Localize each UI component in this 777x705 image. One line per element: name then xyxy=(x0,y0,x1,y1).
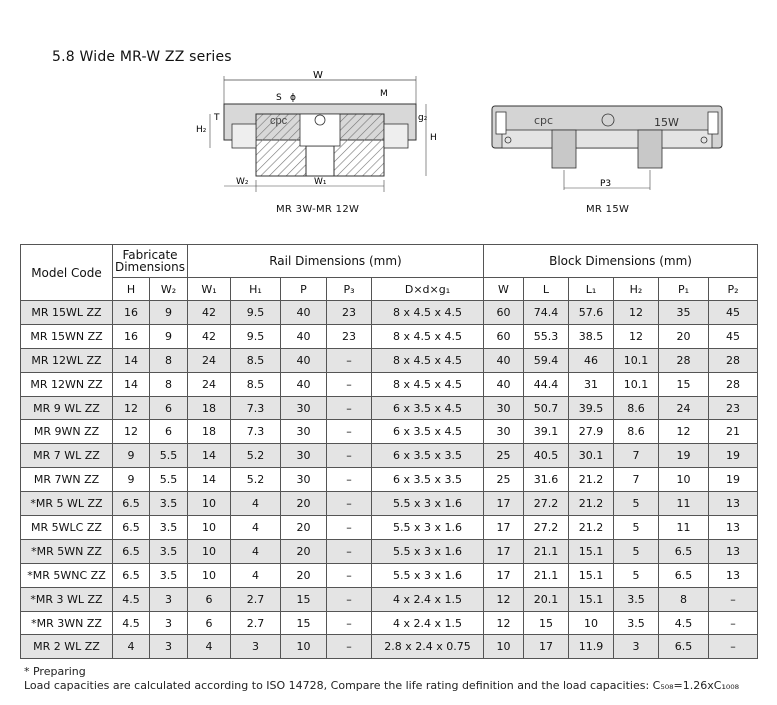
value-cell: 8 x 4.5 x 4.5 xyxy=(372,324,484,348)
value-cell: 21.1 xyxy=(524,539,569,563)
dim-P3: P3 xyxy=(600,179,612,189)
value-cell: 15.1 xyxy=(569,539,614,563)
value-cell: – xyxy=(327,539,372,563)
value-cell: 17 xyxy=(484,492,524,516)
value-cell: 21.2 xyxy=(569,492,614,516)
value-cell: 30.1 xyxy=(569,444,614,468)
value-cell: – xyxy=(709,635,758,659)
value-cell: 3 xyxy=(150,611,188,635)
value-cell: 28 xyxy=(709,372,758,396)
value-cell: 6 x 3.5 x 3.5 xyxy=(372,444,484,468)
subheader-cell: P₂ xyxy=(709,278,758,301)
value-cell: 8 x 4.5 x 4.5 xyxy=(372,301,484,325)
table-row xyxy=(21,563,758,587)
value-cell: 6.5 xyxy=(113,516,150,540)
value-cell: 5.5 x 3 x 1.6 xyxy=(372,492,484,516)
value-cell: 8 xyxy=(150,372,188,396)
model-code-cell: MR 15WL ZZ xyxy=(21,301,113,325)
value-cell: 4 xyxy=(231,492,281,516)
value-cell: 25 xyxy=(484,468,524,492)
value-cell: 8 x 4.5 x 4.5 xyxy=(372,372,484,396)
value-cell: – xyxy=(327,492,372,516)
value-cell: 5.2 xyxy=(231,444,281,468)
value-cell: 42 xyxy=(188,324,231,348)
value-cell: 4.5 xyxy=(113,611,150,635)
value-cell: 5.5 xyxy=(150,468,188,492)
spec-table xyxy=(20,244,758,659)
value-cell: 16 xyxy=(113,324,150,348)
dim-W1: W₁ xyxy=(314,177,327,187)
value-cell: 3 xyxy=(150,587,188,611)
notes xyxy=(24,665,739,693)
value-cell: 10 xyxy=(188,492,231,516)
model-code-cell: MR 15WN ZZ xyxy=(21,324,113,348)
dim-M: M xyxy=(380,89,388,99)
cpc-mark: cpc xyxy=(270,115,288,127)
value-cell: 6 x 3.5 x 4.5 xyxy=(372,396,484,420)
model-code-cell: *MR 5WNC ZZ xyxy=(21,563,113,587)
value-cell: 5.2 xyxy=(231,468,281,492)
value-cell: 10 xyxy=(281,635,327,659)
dim-H2: H₂ xyxy=(196,125,207,135)
value-cell: 12 xyxy=(113,420,150,444)
model-code-cell: MR 5WLC ZZ xyxy=(21,516,113,540)
value-cell: 24 xyxy=(188,372,231,396)
value-cell: 12 xyxy=(484,611,524,635)
value-cell: 12 xyxy=(614,324,659,348)
value-cell: 11 xyxy=(659,516,709,540)
value-cell: 23 xyxy=(327,324,372,348)
cross-section-diagram xyxy=(190,68,440,198)
value-cell: 20 xyxy=(281,539,327,563)
value-cell: 31.6 xyxy=(524,468,569,492)
value-cell: 50.7 xyxy=(524,396,569,420)
value-cell: 3.5 xyxy=(150,492,188,516)
rail-header: Rail Dimensions (mm) xyxy=(188,245,484,278)
value-cell: – xyxy=(709,587,758,611)
value-cell: 45 xyxy=(709,324,758,348)
value-cell: 4 xyxy=(113,635,150,659)
value-cell: 10 xyxy=(569,611,614,635)
table-row xyxy=(21,396,758,420)
value-cell: 3 xyxy=(150,635,188,659)
value-cell: 21.2 xyxy=(569,516,614,540)
value-cell: 4 xyxy=(231,563,281,587)
dim-T: T xyxy=(214,113,220,123)
value-cell: 55.3 xyxy=(524,324,569,348)
subheader-cell: W₁ xyxy=(188,278,231,301)
mr15w-diagram xyxy=(488,100,728,200)
dim-S: S xyxy=(276,93,282,103)
model-mark-15w: 15W xyxy=(654,116,679,129)
value-cell: 10.1 xyxy=(614,372,659,396)
value-cell: 4.5 xyxy=(113,587,150,611)
dim-H: H xyxy=(430,133,437,143)
value-cell: 40 xyxy=(281,348,327,372)
value-cell: 5 xyxy=(614,563,659,587)
model-code-cell: MR 9 WL ZZ xyxy=(21,396,113,420)
dim-phi: ϕ xyxy=(290,93,296,103)
table-row xyxy=(21,420,758,444)
subheader-row xyxy=(21,278,758,301)
value-cell: 6.5 xyxy=(113,539,150,563)
value-cell: 15 xyxy=(281,611,327,635)
value-cell: 10 xyxy=(188,516,231,540)
value-cell: 57.6 xyxy=(569,301,614,325)
value-cell: 15 xyxy=(281,587,327,611)
model-code-cell: *MR 5WN ZZ xyxy=(21,539,113,563)
value-cell: 21 xyxy=(709,420,758,444)
value-cell: 9 xyxy=(150,324,188,348)
value-cell: 24 xyxy=(659,396,709,420)
value-cell: 4 xyxy=(231,516,281,540)
value-cell: 6 xyxy=(188,611,231,635)
value-cell: 5 xyxy=(614,516,659,540)
value-cell: 8.5 xyxy=(231,372,281,396)
value-cell: 9.5 xyxy=(231,324,281,348)
value-cell: 6 xyxy=(188,587,231,611)
value-cell: 30 xyxy=(281,468,327,492)
value-cell: – xyxy=(327,635,372,659)
value-cell: 5 xyxy=(614,492,659,516)
value-cell: 10 xyxy=(484,635,524,659)
value-cell: 12 xyxy=(113,396,150,420)
dim-W2: W₂ xyxy=(236,177,249,187)
value-cell: 12 xyxy=(659,420,709,444)
value-cell: 30 xyxy=(281,420,327,444)
value-cell: 13 xyxy=(709,516,758,540)
block-header: Block Dimensions (mm) xyxy=(484,245,758,278)
value-cell: 59.4 xyxy=(524,348,569,372)
value-cell: 7 xyxy=(614,468,659,492)
value-cell: 12 xyxy=(484,587,524,611)
value-cell: 60 xyxy=(484,301,524,325)
value-cell: 30 xyxy=(484,396,524,420)
value-cell: 10.1 xyxy=(614,348,659,372)
model-code-header: Model Code xyxy=(21,245,113,301)
subheader-cell: P xyxy=(281,278,327,301)
value-cell: 30 xyxy=(484,420,524,444)
table-row xyxy=(21,611,758,635)
value-cell: 2.7 xyxy=(231,611,281,635)
subheader-cell: H xyxy=(113,278,150,301)
value-cell: 14 xyxy=(188,468,231,492)
value-cell: 5.5 xyxy=(150,444,188,468)
value-cell: 8 x 4.5 x 4.5 xyxy=(372,348,484,372)
value-cell: 6 x 3.5 x 4.5 xyxy=(372,420,484,444)
value-cell: 2.8 x 2.4 x 0.75 xyxy=(372,635,484,659)
table-row xyxy=(21,444,758,468)
model-code-cell: MR 9WN ZZ xyxy=(21,420,113,444)
value-cell: 25 xyxy=(484,444,524,468)
value-cell: 10 xyxy=(188,563,231,587)
value-cell: – xyxy=(327,420,372,444)
value-cell: 6 xyxy=(150,396,188,420)
value-cell: 31 xyxy=(569,372,614,396)
subheader-cell: W xyxy=(484,278,524,301)
value-cell: 9 xyxy=(113,468,150,492)
value-cell: 3.5 xyxy=(614,611,659,635)
value-cell: – xyxy=(327,563,372,587)
subheader-cell: P₁ xyxy=(659,278,709,301)
value-cell: 7.3 xyxy=(231,420,281,444)
value-cell: 14 xyxy=(113,348,150,372)
value-cell: 10 xyxy=(659,468,709,492)
fabricate-header: Fabricate Dimensions xyxy=(113,245,188,278)
value-cell: 17 xyxy=(484,539,524,563)
value-cell: 12 xyxy=(614,301,659,325)
value-cell: 8 xyxy=(659,587,709,611)
value-cell: 13 xyxy=(709,563,758,587)
value-cell: 20.1 xyxy=(524,587,569,611)
value-cell: 8.6 xyxy=(614,396,659,420)
value-cell: 3 xyxy=(231,635,281,659)
value-cell: 11.9 xyxy=(569,635,614,659)
load-note: Load capacities are calculated according to ISO 14728, Compare the life rating definition and the load capacities: C₅₀₈=1.26xC₁₀₀₈ xyxy=(24,679,740,692)
value-cell: 3.5 xyxy=(614,587,659,611)
table-row xyxy=(21,324,758,348)
model-code-cell: MR 7 WL ZZ xyxy=(21,444,113,468)
table-row xyxy=(21,301,758,325)
value-cell: 9.5 xyxy=(231,301,281,325)
value-cell: 3.5 xyxy=(150,539,188,563)
table-row xyxy=(21,516,758,540)
value-cell: 4 x 2.4 x 1.5 xyxy=(372,611,484,635)
value-cell: 17 xyxy=(524,635,569,659)
subheader-cell: H₂ xyxy=(614,278,659,301)
value-cell: 23 xyxy=(327,301,372,325)
value-cell: 45 xyxy=(709,301,758,325)
value-cell: 11 xyxy=(659,492,709,516)
value-cell: 7 xyxy=(614,444,659,468)
value-cell: 15.1 xyxy=(569,563,614,587)
value-cell: 2.7 xyxy=(231,587,281,611)
value-cell: 40 xyxy=(281,301,327,325)
value-cell: 18 xyxy=(188,420,231,444)
value-cell: 74.4 xyxy=(524,301,569,325)
value-cell: 17 xyxy=(484,516,524,540)
value-cell: 20 xyxy=(281,563,327,587)
dim-W: W xyxy=(313,70,323,81)
value-cell: 40 xyxy=(281,372,327,396)
model-code-cell: *MR 3 WL ZZ xyxy=(21,587,113,611)
value-cell: 20 xyxy=(659,324,709,348)
value-cell: 14 xyxy=(188,444,231,468)
value-cell: – xyxy=(327,348,372,372)
table-row xyxy=(21,635,758,659)
value-cell: 18 xyxy=(188,396,231,420)
model-code-cell: MR 12WL ZZ xyxy=(21,348,113,372)
value-cell: 6 xyxy=(150,420,188,444)
value-cell: 39.5 xyxy=(569,396,614,420)
value-cell: 5.5 x 3 x 1.6 xyxy=(372,516,484,540)
value-cell: 28 xyxy=(659,348,709,372)
subheader-cell: L xyxy=(524,278,569,301)
value-cell: 35 xyxy=(659,301,709,325)
value-cell: 38.5 xyxy=(569,324,614,348)
value-cell: 4 x 2.4 x 1.5 xyxy=(372,587,484,611)
value-cell: 28 xyxy=(709,348,758,372)
model-code-cell: MR 2 WL ZZ xyxy=(21,635,113,659)
value-cell: 5 xyxy=(614,539,659,563)
value-cell: 17 xyxy=(484,563,524,587)
value-cell: 19 xyxy=(709,468,758,492)
subheader-cell: W₂ xyxy=(150,278,188,301)
model-code-cell: *MR 5 WL ZZ xyxy=(21,492,113,516)
value-cell: 40.5 xyxy=(524,444,569,468)
table-row xyxy=(21,372,758,396)
value-cell: 13 xyxy=(709,492,758,516)
value-cell: 40 xyxy=(484,348,524,372)
table-row xyxy=(21,492,758,516)
value-cell: 8.5 xyxy=(231,348,281,372)
value-cell: 4 xyxy=(231,539,281,563)
preparing-note: * Preparing xyxy=(24,665,86,678)
value-cell: 15 xyxy=(524,611,569,635)
value-cell: 44.4 xyxy=(524,372,569,396)
table-row xyxy=(21,539,758,563)
value-cell: 8 xyxy=(150,348,188,372)
subheader-cell: L₁ xyxy=(569,278,614,301)
value-cell: – xyxy=(327,611,372,635)
subheader-cell: D×d×g₁ xyxy=(372,278,484,301)
value-cell: 5.5 x 3 x 1.6 xyxy=(372,539,484,563)
left-figure-caption: MR 3W-MR 12W xyxy=(276,204,360,215)
value-cell: 39.1 xyxy=(524,420,569,444)
value-cell: 20 xyxy=(281,492,327,516)
value-cell: 21.1 xyxy=(524,563,569,587)
value-cell: 8.6 xyxy=(614,420,659,444)
value-cell: – xyxy=(709,611,758,635)
value-cell: 27.2 xyxy=(524,516,569,540)
value-cell: – xyxy=(327,587,372,611)
value-cell: – xyxy=(327,444,372,468)
subheader-cell: P₃ xyxy=(327,278,372,301)
value-cell: 13 xyxy=(709,539,758,563)
value-cell: 19 xyxy=(709,444,758,468)
table-body xyxy=(21,301,758,659)
value-cell: 10 xyxy=(188,539,231,563)
value-cell: 24 xyxy=(188,348,231,372)
table-row xyxy=(21,348,758,372)
value-cell: 14 xyxy=(113,372,150,396)
value-cell: 42 xyxy=(188,301,231,325)
value-cell: 19 xyxy=(659,444,709,468)
value-cell: 30 xyxy=(281,396,327,420)
model-code-cell: *MR 3WN ZZ xyxy=(21,611,113,635)
value-cell: 16 xyxy=(113,301,150,325)
value-cell: 6.5 xyxy=(659,563,709,587)
value-cell: 30 xyxy=(281,444,327,468)
model-code-cell: MR 12WN ZZ xyxy=(21,372,113,396)
value-cell: 60 xyxy=(484,324,524,348)
value-cell: 4.5 xyxy=(659,611,709,635)
value-cell: 6.5 xyxy=(113,492,150,516)
table-row xyxy=(21,587,758,611)
value-cell: 15 xyxy=(659,372,709,396)
value-cell: 7.3 xyxy=(231,396,281,420)
value-cell: 21.2 xyxy=(569,468,614,492)
cpc-mark-right: cpc xyxy=(534,114,554,127)
value-cell: 27.2 xyxy=(524,492,569,516)
value-cell: 3.5 xyxy=(150,516,188,540)
page-title: 5.8 Wide MR-W ZZ series xyxy=(52,49,232,65)
value-cell: – xyxy=(327,516,372,540)
value-cell: 6.5 xyxy=(659,539,709,563)
value-cell: 23 xyxy=(709,396,758,420)
value-cell: 9 xyxy=(113,444,150,468)
value-cell: 9 xyxy=(150,301,188,325)
value-cell: 3.5 xyxy=(150,563,188,587)
model-code-cell: MR 7WN ZZ xyxy=(21,468,113,492)
dim-g2: g₂ xyxy=(418,113,428,123)
right-figure-caption: MR 15W xyxy=(586,204,630,215)
value-cell: 5.5 x 3 x 1.6 xyxy=(372,563,484,587)
value-cell: – xyxy=(327,396,372,420)
value-cell: 6.5 xyxy=(659,635,709,659)
value-cell: – xyxy=(327,468,372,492)
value-cell: 40 xyxy=(281,324,327,348)
table-row xyxy=(21,468,758,492)
value-cell: 6.5 xyxy=(113,563,150,587)
value-cell: 20 xyxy=(281,516,327,540)
subheader-cell: H₁ xyxy=(231,278,281,301)
value-cell: 6 x 3.5 x 3.5 xyxy=(372,468,484,492)
value-cell: 46 xyxy=(569,348,614,372)
value-cell: 40 xyxy=(484,372,524,396)
value-cell: – xyxy=(327,372,372,396)
value-cell: 27.9 xyxy=(569,420,614,444)
value-cell: 4 xyxy=(188,635,231,659)
value-cell: 15.1 xyxy=(569,587,614,611)
value-cell: 3 xyxy=(614,635,659,659)
